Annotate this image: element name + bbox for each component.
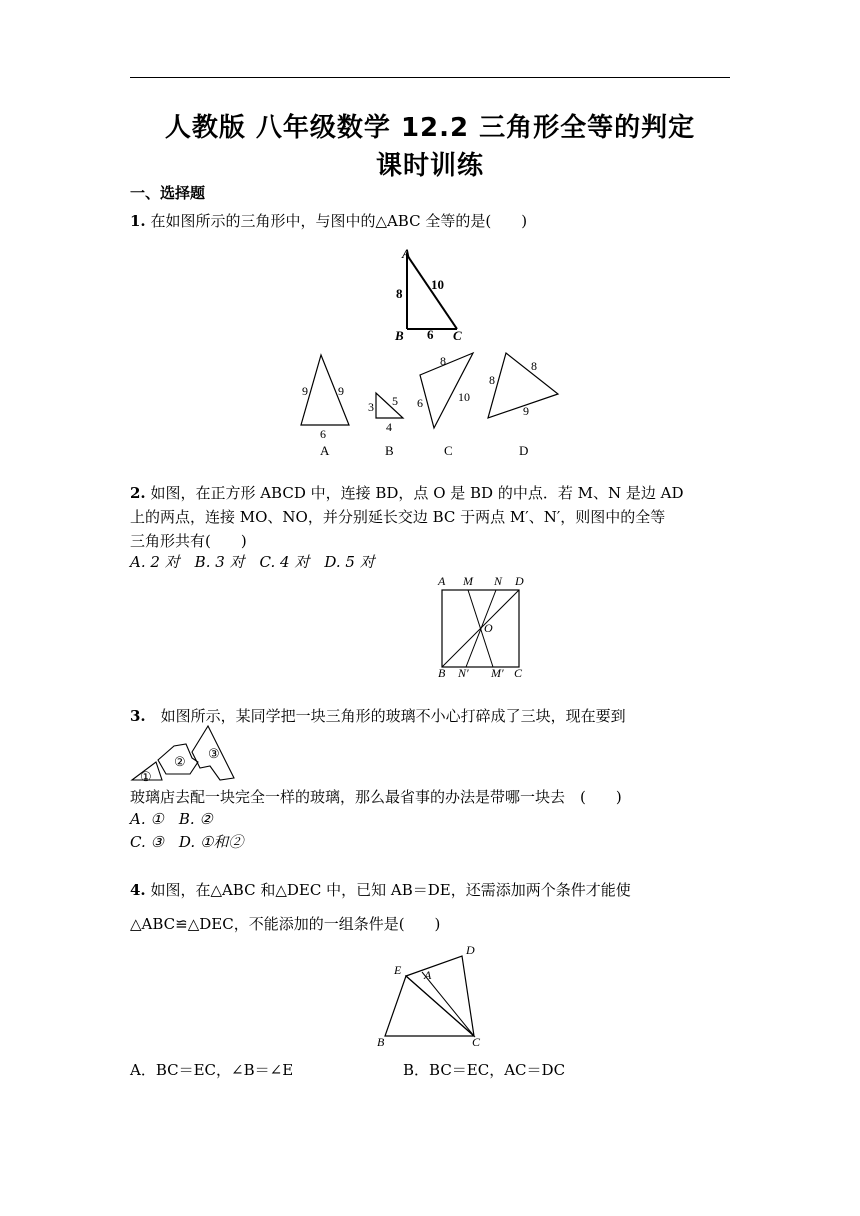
vertex-label: B: [395, 328, 404, 343]
side-label: 9: [523, 404, 529, 418]
question-number: 4.: [130, 881, 146, 899]
vertex-label: D: [515, 574, 524, 588]
question-text: 如图，在正方形 ABCD 中，连接 BD，点 O 是 BD 的中点．若 M、N 是边 AD: [145, 484, 684, 502]
question-3-choices-1: A. ① B. ②: [130, 810, 213, 828]
question-2-line2: 上的两点，连接 MO、NO，并分别延长交边 BC 于两点 M′、N′，则图中的全等: [130, 508, 666, 526]
question-text: 如图所示，某同学把一块三角形的玻璃不小心打碎成了三块，现在要到: [145, 707, 626, 725]
option-label: A: [320, 443, 330, 458]
q2-square-figure: [432, 572, 534, 682]
question-3-line2: 玻璃店去配一块完全一样的玻璃，那么最省事的办法是带哪一块去 ( ): [130, 788, 622, 806]
q4-triangle-figure: [372, 940, 497, 1050]
vertex-label: C: [514, 666, 523, 680]
side-label: 8: [489, 373, 495, 387]
q1-reference-triangle: [385, 245, 480, 345]
side-label: 9: [338, 384, 344, 398]
question-4-option-b: B．BC＝EC，AC＝DC: [403, 1061, 566, 1079]
question-text: 在如图所示的三角形中，与图中的△ABC 全等的是( ): [145, 212, 528, 230]
side-label: 8: [531, 359, 537, 373]
page-subtitle: 课时训练: [375, 151, 484, 181]
vertex-label: A: [424, 968, 432, 982]
question-2: [130, 481, 735, 505]
vertex-label: M: [463, 574, 473, 588]
section-heading: 一、选择题: [130, 184, 206, 202]
vertex-label: A: [402, 246, 411, 261]
vertex-label: D: [466, 943, 475, 957]
vertex-label: C: [453, 328, 462, 343]
side-label: 5: [392, 394, 398, 408]
piece-1-label: ①: [140, 769, 152, 784]
vertex-label: B: [438, 666, 446, 680]
vertex-label: C: [472, 1035, 481, 1049]
side-label: 3: [368, 400, 374, 414]
q3-broken-glass-figure: [128, 722, 240, 786]
side-label: 8: [396, 286, 403, 301]
vertex-label: B: [377, 1035, 385, 1049]
question-2-choices: A. 2 对 B. 3 对 C. 4 对 D. 5 对: [130, 553, 375, 571]
side-label: 6: [427, 327, 434, 342]
vertex-label: A: [438, 574, 446, 588]
question-2-line3: 三角形共有( ): [130, 532, 247, 550]
side-label: 6: [417, 396, 423, 410]
side-label: 4: [386, 420, 392, 434]
vertex-label: E: [394, 963, 402, 977]
side-label: 6: [320, 427, 326, 441]
option-label: D: [519, 443, 529, 458]
header-rule: [130, 77, 730, 78]
question-number: 2.: [130, 484, 146, 502]
page-title: 人教版 八年级数学 12.2 三角形全等的判定: [164, 113, 696, 143]
question-text: 如图，在△ABC 和△DEC 中，已知 AB＝DE，还需添加两个条件才能使: [145, 881, 631, 899]
option-label: B: [385, 443, 394, 458]
question-4: [130, 878, 735, 902]
side-label: 9: [302, 384, 308, 398]
question-number: 1.: [130, 212, 146, 230]
side-label: 10: [431, 277, 444, 292]
question-1: [130, 209, 735, 233]
question-number: 3.: [130, 707, 146, 725]
question-3-choices-2: C. ③ D. ①和②: [130, 833, 244, 851]
q1-option-triangles: [290, 345, 580, 460]
option-label: C: [444, 443, 453, 458]
question-4-option-a: A．BC＝EC，∠B＝∠E: [130, 1061, 294, 1079]
vertex-label: N: [494, 574, 503, 588]
vertex-label: M′: [491, 666, 504, 680]
question-4-line2: △ABC≌△DEC，不能添加的一组条件是( ): [130, 915, 441, 933]
piece-3-label: ③: [208, 746, 220, 761]
center-label: O: [484, 621, 493, 635]
side-label: 10: [458, 390, 470, 404]
piece-2-label: ②: [174, 754, 186, 769]
vertex-label: N′: [458, 666, 469, 680]
side-label: 8: [440, 354, 446, 368]
